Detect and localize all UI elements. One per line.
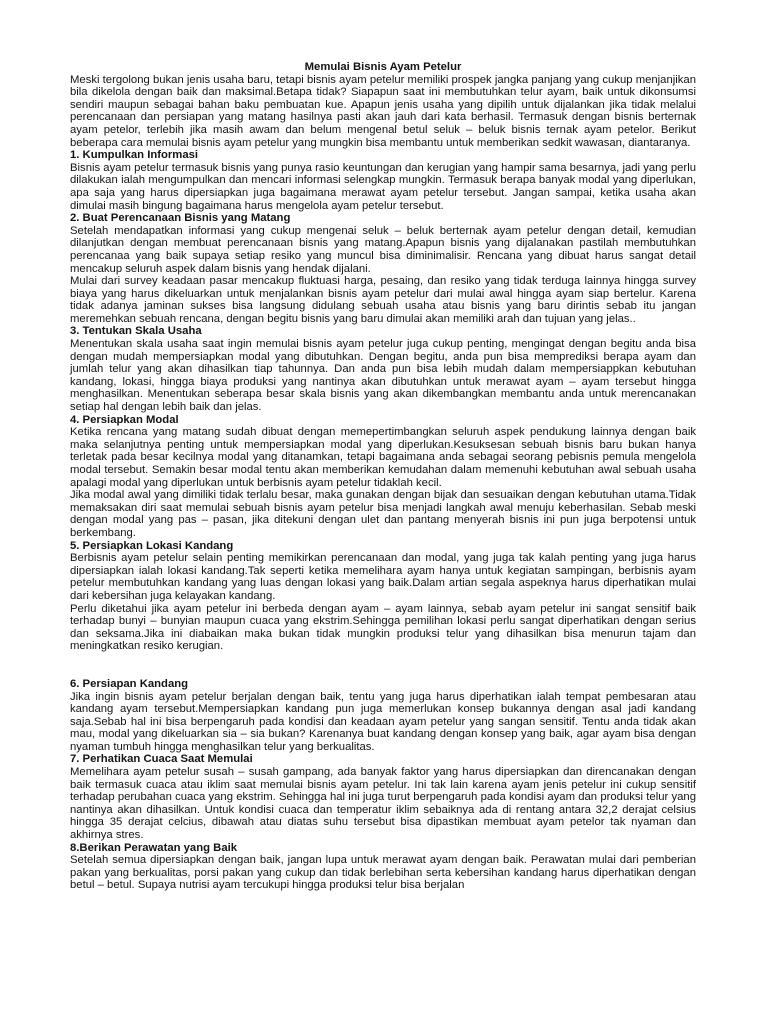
section-5-paragraph-2: Perlu diketahui jika ayam petelur ini berbeda dengan ayam – ayam lainnya, sebab ayam petelur ini sangat sensitif baik terhadap bunyi – bunyian maupun cuaca yang ekstrim.Sehingga pemilihan lokasi perlu sangat diperhatikan dengan serius dan seksama.Jika ini diabaikan maka bukan tidak mungkin produksi telur yang dihasilkan bisa menurun tajam dan meningkatkan resiko kerugian.	[70, 602, 696, 653]
section-8-paragraph-1: Setelah semua dipersiapkan dengan baik, jangan lupa untuk merawat ayam dengan baik. Perawatan mulai dari pemberian pakan yang berkualitas, porsi pakan yang cukup dan tidak berlebihan serta kebersihan kandang harus diperhatikan dengan betul – betul. Supaya nutrisi ayam tercukupi hingga produksi telur bisa berjalan	[70, 854, 696, 892]
section-heading-7: 7. Perhatikan Cuaca Saat Memulai	[70, 753, 253, 766]
document-title: Memulai Bisnis Ayam Petelur	[304, 61, 462, 73]
section-gap	[70, 653, 696, 678]
section-heading-8: 8.Berikan Perawatan yang Baik	[70, 841, 238, 854]
intro-paragraph: Meski tergolong bukan jenis usaha baru, tetapi bisnis ayam petelur memiliki prospek jangka panjang yang cukup menjanjikan bila dikelola dengan baik dan maksimal.Betapa tidak? Siapapun saat ini membutuhkan telur ayam, baik untuk dikonsumsi sendiri maupun sebagai bahan baku pembuatan kue. Apapun jenis usaha yang dipilih untuk dijalankan jika tidak melalui perencanaan dan persiapan yang matang hasilnya pasti akan jauh dari kata berhasil. Termasuk dengan bisnis berternak ayam petelor, terlebih jika masih awam dan belum mengenal betul seluk – beluk bisnis ternak ayam petelor. Berikut beberapa cara memulai bisnis ayam petelur yang mungkin bisa membantu untuk memberikan sedkit wawasan, diantaranya.	[70, 73, 696, 149]
section-2-paragraph-2: Mulai dari survey keadaan pasar mencakup fluktuasi harga, pesaing, dan resiko yang tidak terduga lainnya hingga survey biaya yang harus dikeluarkan untuk menjalankan bisnis ayam petelur dari mulai awal hingga ayam siap bertelur. Karena tidak adanya jaminan sukses bisa langsung didulang sebuah usaha atau bisnis yang baru dirintis sebab itu jangan meremehkan sebuah rencana, dengan begitu bisnis yang baru dimulai akan memiliki arah dan tujuan yang jelas..	[70, 275, 696, 325]
section-5-paragraph-1: Berbisnis ayam petelur selain penting memikirkan perencanaan dan modal, yang juga tak kalah penting yang juga harus dipersiapkan ialah lokasi kandang.Tak seperti ketika memelihara ayam hanya untuk kegiatan sampingan, berbisnis ayam petelur membutuhkan kandang yang luas dengan lokasi yang baik.Dalam artian segala aspeknya harus diperhatikan mulai dari kebersihan juga kelayakan kandang.	[70, 552, 696, 602]
section-3-paragraph-1: Menentukan skala usaha saat ingin memulai bisnis ayam petelur juga cukup penting, mengingat dengan begitu anda bisa dengan mudah mempersiapkan modal yang dibutuhkan. Dengan begitu, anda pun bisa memprediksi berapa ayam dan jumlah telur yang akan dihasilkan tiap tahunnya. Dan anda pun bisa lebih mudah dalam mempersiappkan kebutuhan kandang, lokasi, hingga biaya produksi yang nantinya akan dibutuhkan untuk merawat ayam – ayam tersebut hingga menghasilkan. Menentukan seberapa besar skala bisnis yang akan dikembangkan membantu anda untuk merencanakan setiap hal dengan lebih baik dan jelas.	[70, 338, 696, 414]
section-heading-3: 3. Tentukan Skala Usaha	[70, 325, 202, 338]
section-heading-4: 4. Persiapkan Modal	[70, 413, 179, 426]
section-heading-2: 2. Buat Perencanaan Bisnis yang Matang	[70, 212, 291, 225]
section-4-paragraph-2: Jika modal awal yang dimiliki tidak terlalu besar, maka gunakan dengan bijak dan sesuaikan dengan kebutuhan utama.Tidak memaksakan diri saat memulai sebuah bisnis ayam petelur bisa menjadi langkah awal menuju keberhasilan. Sebab meski dengan modal yang pas – pasan, jika ditekuni dengan ulet dan pantang menyerah bisnis ini pun juga berpotensi untuk berkembang.	[70, 489, 696, 539]
section-heading-5: 5. Persiapkan Lokasi Kandang	[70, 539, 234, 552]
section-heading-6: 6. Persiapan Kandang	[70, 677, 189, 690]
document-page	[70, 61, 696, 892]
section-7-paragraph-1: Memelihara ayam petelur susah – susah gampang, ada banyak faktor yang harus dipersiapkan dan direncanakan dengan baik termasuk cuaca atau iklim saat memulai bisnis ayam petelur. Ini tak lain karena ayam jenis petelur ini cukup sensitif terhadap perubahan cuaca yang ekstrim. Sehingga hal ini juga turut berpengaruh pada kondisi ayam dan produksi telur yang nantinya akan dihasilkan. Untuk kondisi cuaca dan temperatur iklim sebaiknya ada di rentang antara 32,2 derajat celsius hingga 35 derajat celcius, dibawah atau diatas suhu tersebut bisa dipastikan membuat ayam petelor tak nyaman dan akhirnya stres.	[70, 766, 696, 842]
section-6-paragraph-1: Jika ingin bisnis ayam petelur berjalan dengan baik, tentu yang juga harus diperhatikan ialah tempat pembesaran atau kandang ayam tersebut.Mempersiapkan kandang pun juga memerlukan konsep bukannya dengan asal jadi kandang saja.Sebab hal ini bisa berpengaruh pada kondisi dan keadaan ayam petelur yang sangan sensitif. Tentu anda tidak akan mau, modal yang dikeluarkan sia – sia bukan? Karenanya buat kandang dengan konsep yang baik, agar ayam bisa dengan nyaman tumbuh hingga menghasilkan telur yang berkualitas.	[70, 690, 696, 753]
section-2-paragraph-1: Setelah mendapatkan informasi yang cukup mengenai seluk – beluk berternak ayam petelur dengan detail, kemudian dilanjutkan dengan membuat perencanaan bisnis yang matang.Apapun bisnis yang dijalanakan pastilah membutuhkan perencanaa yang baik supaya setiap resiko yang muncul bisa diminimalisir. Rencana yang dibuat harus sangat detail mencakup seluruh aspek dalam bisnis yang hendak dijalani.	[70, 224, 696, 275]
section-heading-1: 1. Kumpulkan Informasi	[70, 149, 199, 162]
section-4-paragraph-1: Ketika rencana yang matang sudah dibuat dengan memepertimbangkan seluruh aspek pendukung lainnya dengan baik maka selanjutnya penting untuk mempersiapkan modal yang diperlukan.Kesuksesan sebuah bisnis baru bukan hanya terletak pada besar kecilnya modal yang ditanamkan, tetapi bagaimana anda sebagai seorang pebisnis pemula mengelola modal tersebut. Semakin besar modal tentu akan memberikan kemudahan dalam memenuhi kebutuhan awal sebuah usaha apalagi modal yang diperlukan untuk berbisnis ayam petelur tidaklah kecil.	[70, 426, 696, 489]
section-1-paragraph-1: Bisnis ayam petelur termasuk bisnis yang punya rasio keuntungan dan kerugian yang hampir sama besarnya, jadi yang perlu dilakukan ialah mengumpulkan dan mencari informasi selengkap mungkin. Termasuk berapa banyak modal yang diperlukan, apa saja yang harus dipersiapkan juga bagaimana merawat ayam petelur tersebut. Jangan sampai, ketika usaha akan dimulai masih bingung bagaimana harus mengelola ayam petelur tersebut.	[70, 161, 696, 212]
